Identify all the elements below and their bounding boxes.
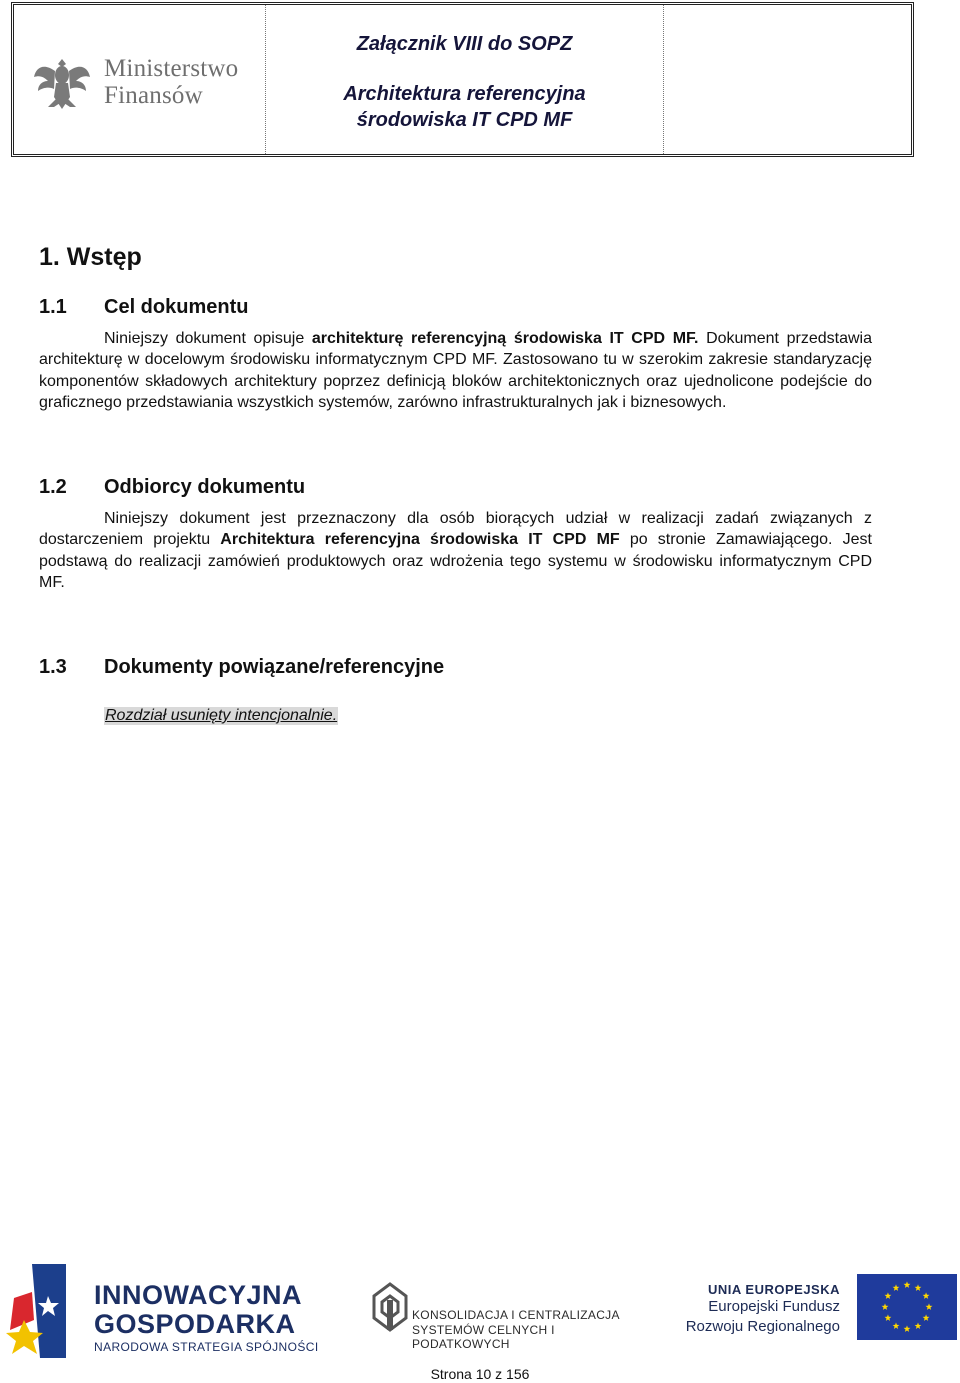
section-heading-1-3 (39, 656, 444, 679)
ig-logo-line-3: NARODOWA STRATEGIA SPÓJNOŚCI (94, 1340, 319, 1354)
section-removed-note: Rozdział usunięty intencjonalnie. (105, 707, 338, 724)
annex-label: Załącznik VIII do SOPZ (356, 33, 573, 55)
paragraph-text: po stronie Zamawiającego. Jest podstawą do realizacji zamówień produktowych oraz wdrożenia tego systemu w środowisku informatycznym CPD MF. (39, 531, 872, 592)
footer-logos (0, 1252, 960, 1360)
eu-flag-icon (857, 1274, 957, 1340)
konsolidacja-emblem-icon (368, 1278, 412, 1338)
paragraph-bold-text: architekturę referencyjną środowiska IT CPD MF. (311, 330, 699, 347)
polish-eagle-emblem-icon (32, 53, 92, 113)
kc-logo-line-2: SYSTEMÓW CELNYCH I PODATKOWYCH (412, 1323, 555, 1351)
section-heading-1-1 (39, 296, 248, 319)
document-title-line-1: Architektura referencyjna (343, 83, 586, 105)
paragraph-text: Niniejszy dokument opisuje (104, 330, 312, 347)
eu-label-line-2: Europejski Fundusz (708, 1298, 840, 1315)
document-header (11, 2, 914, 157)
section-title: Odbiorcy dokumentu (104, 476, 306, 498)
section-heading-1: 1. Wstęp (39, 243, 142, 271)
paragraph-audience (39, 508, 872, 594)
section-number: 1.3 (39, 656, 67, 678)
section-title: Dokumenty powiązane/referencyjne (104, 656, 445, 678)
header-empty-cell (664, 5, 911, 154)
ig-logo-line-1: INNOWACYJNA (94, 1280, 303, 1310)
section-number: 1.2 (39, 476, 67, 498)
ig-logo-line-2: GOSPODARKA (94, 1309, 296, 1339)
eu-fund-label (686, 1282, 840, 1337)
kc-logo-line-1: KONSOLIDACJA I CENTRALIZACJA (412, 1308, 620, 1322)
section-number: 1.1 (39, 296, 67, 318)
header-title-cell (266, 5, 664, 154)
document-title-line-2: środowiska IT CPD MF (356, 109, 573, 131)
eu-label-line-1: UNIA EUROPEJSKA (708, 1282, 840, 1297)
ministerstwo-finansow-logo (32, 53, 254, 113)
page-number: Strona 10 z 156 (430, 1366, 530, 1382)
section-heading-1-2 (39, 476, 305, 499)
paragraph-text: Niniejszy dokument jest przeznaczony dla osób biorących udział w realizacji zadań związanych z dostarczeniem projektu (39, 510, 872, 549)
innowacyjna-gospodarka-logo (4, 1258, 319, 1358)
section-title: Cel dokumentu (104, 296, 249, 318)
paragraph-text: Dokument przedstawia architekturę w docelowym środowisku informatycznym CPD MF. Zastosowano tu w szerokim zakresie standaryzację komponentów składowych architektury poprzez definicją bloków architektonicznych oraz ujednolicone podejście do graficznego przedstawiania wszystkich systemów, zarówno infrastrukturalnych jak i biznesowych. (39, 330, 872, 412)
innowacyjna-gospodarka-emblem-icon (4, 1258, 84, 1358)
paragraph-purpose (39, 328, 872, 414)
paragraph-bold-text: Architektura referencyjna środowiska IT CPD MF (220, 531, 620, 549)
header-logo-cell (14, 5, 266, 154)
eu-label-line-3: Rozwoju Regionalnego (685, 1318, 840, 1335)
logo-line-1: Ministerstwo (104, 55, 239, 82)
logo-line-2: Finansów (104, 82, 203, 109)
konsolidacja-logo (368, 1278, 648, 1351)
